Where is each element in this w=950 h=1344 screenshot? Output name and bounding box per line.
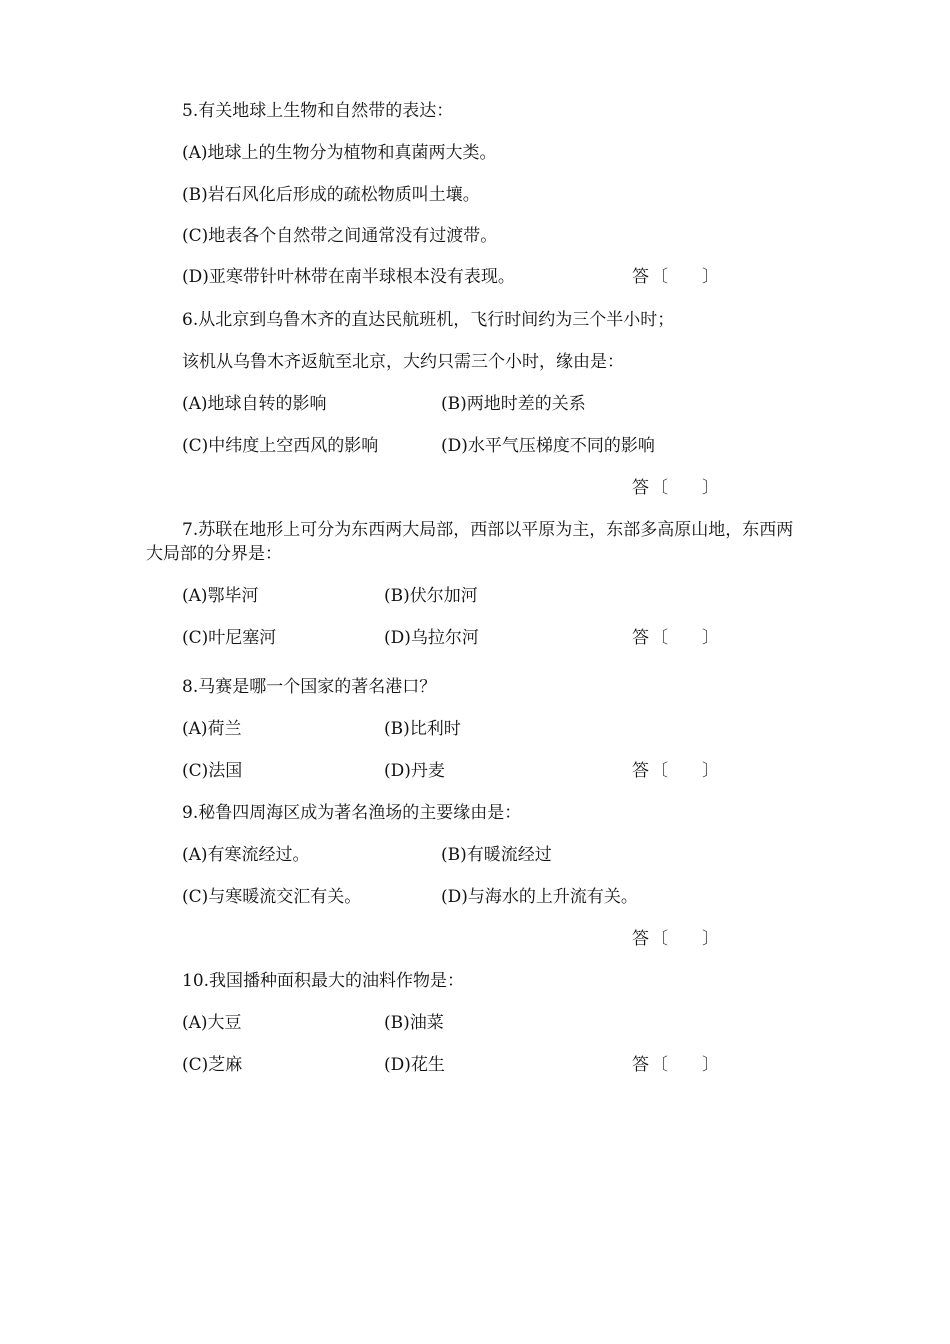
question-8-option-d: (D)丹麦	[384, 761, 445, 781]
question-10-option-c: (C)芝麻	[182, 1055, 243, 1075]
question-8-option-b: (B)比利时	[384, 719, 461, 739]
answer-label: 答	[632, 478, 649, 498]
answer-label: 答	[632, 929, 649, 949]
answer-label: 答	[632, 267, 649, 287]
answer-bracket-open: 〔	[651, 761, 668, 781]
question-9-stem: 9.秘鲁四周海区成为著名渔场的主要缘由是：	[182, 803, 522, 823]
answer-bracket-close: 〕	[702, 478, 719, 498]
question-9-option-d: (D)与海水的上升流有关。	[441, 887, 638, 907]
question-7-option-a: (A)鄂毕河	[182, 586, 259, 606]
question-6-stem: 6.从北京到乌鲁木齐的直达民航班机，飞行时间约为三个半小时；	[182, 310, 675, 330]
question-6-option-b: (B)两地时差的关系	[441, 394, 586, 414]
answer-label: 答	[632, 1055, 649, 1075]
answer-bracket-open: 〔	[651, 478, 668, 498]
question-6-option-d: (D)水平气压梯度不同的影响	[441, 436, 655, 456]
answer-bracket-open: 〔	[651, 628, 668, 648]
question-7-option-b: (B)伏尔加河	[384, 586, 478, 606]
question-5-stem: 5.有关地球上生物和自然带的表达：	[182, 101, 454, 121]
question-10-option-d: (D)花生	[384, 1055, 445, 1075]
question-6-option-c: (C)中纬度上空西风的影响	[182, 436, 379, 456]
question-8-option-a: (A)荷兰	[182, 719, 242, 739]
answer-bracket-close: 〕	[702, 267, 719, 287]
question-8-option-c: (C)法国	[182, 761, 243, 781]
question-6-option-a: (A)地球自转的影响	[182, 394, 327, 414]
question-6-answer	[632, 477, 719, 499]
answer-bracket-close: 〕	[702, 929, 719, 949]
answer-bracket-open: 〔	[651, 267, 668, 287]
answer-bracket-open: 〔	[651, 929, 668, 949]
question-8-answer	[632, 760, 719, 782]
question-8-stem: 8.马赛是哪一个国家的著名港口？	[182, 677, 437, 697]
question-9-answer	[632, 928, 719, 950]
question-5-option-b: (B)岩石风化后形成的疏松物质叫土壤。	[182, 185, 480, 205]
question-7-option-d: (D)乌拉尔河	[384, 628, 479, 648]
question-7-answer	[632, 627, 719, 649]
answer-label: 答	[632, 628, 649, 648]
question-9-option-b: (B)有暖流经过	[441, 845, 552, 865]
question-6-stem-continued: 该机从乌鲁木齐返航至北京，大约只需三个小时，缘由是：	[182, 352, 624, 372]
question-7-option-c: (C)叶尼塞河	[182, 628, 277, 648]
answer-bracket-close: 〕	[702, 628, 719, 648]
question-9-option-c: (C)与寒暖流交汇有关。	[182, 887, 362, 907]
answer-label: 答	[632, 761, 649, 781]
question-10-option-b: (B)油菜	[384, 1013, 444, 1033]
question-5-option-d: (D)亚寒带针叶林带在南半球根本没有表现。	[182, 267, 515, 287]
question-10-answer	[632, 1054, 719, 1076]
question-5-answer	[632, 266, 719, 288]
question-10-option-a: (A)大豆	[182, 1013, 242, 1033]
question-9-option-a: (A)有寒流经过。	[182, 845, 310, 865]
question-5-option-a: (A)地球上的生物分为植物和真菌两大类。	[182, 143, 497, 163]
question-5-option-c: (C)地表各个自然带之间通常没有过渡带。	[182, 226, 498, 246]
answer-bracket-close: 〕	[702, 1055, 719, 1075]
question-7-stem: 7.苏联在地形上可分为东西两大局部，西部以平原为主，东部多高原山地，东西两大局部的分界是：	[146, 520, 794, 564]
answer-bracket-close: 〕	[702, 761, 719, 781]
question-10-stem: 10.我国播种面积最大的油料作物是：	[182, 971, 465, 991]
answer-bracket-open: 〔	[651, 1055, 668, 1075]
